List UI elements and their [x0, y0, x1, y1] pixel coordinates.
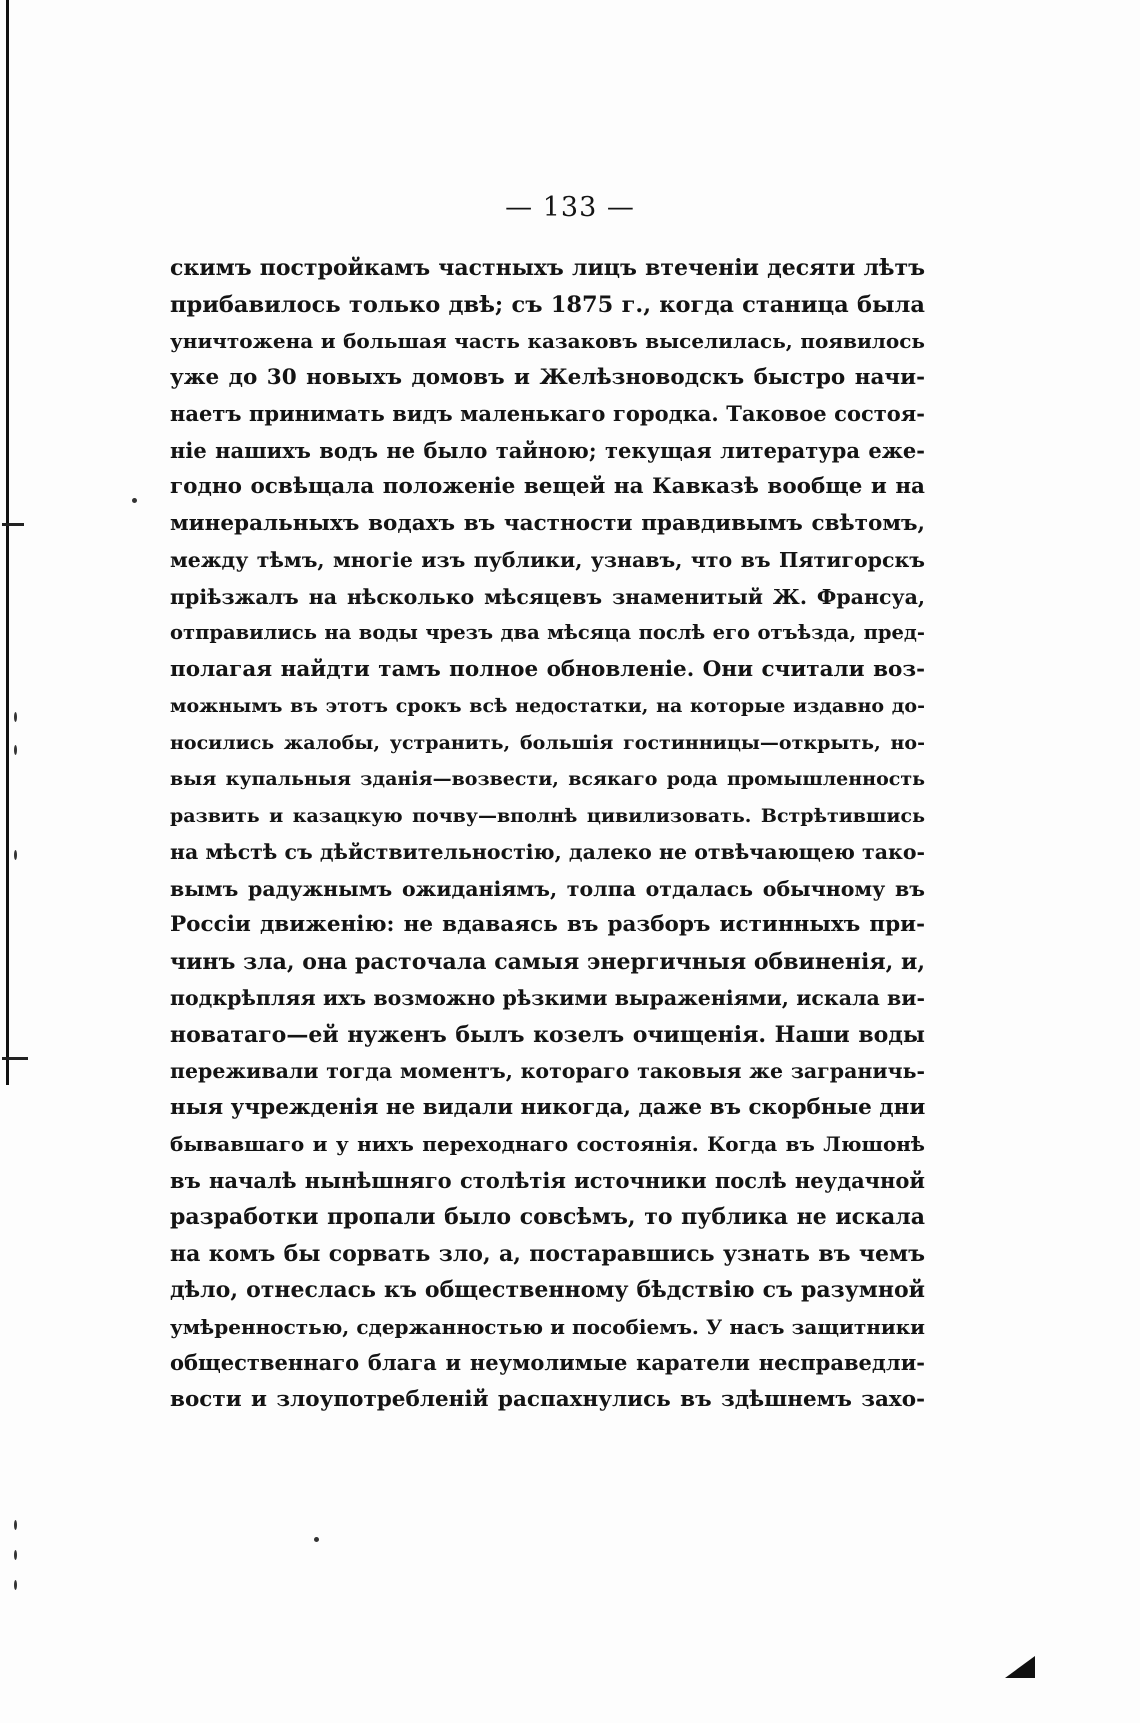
edge-speck [14, 712, 17, 722]
text-line: подкрѣпляя ихъ возможно рѣзкими выраженіями, искала ви- [170, 986, 925, 1010]
text-line: переживали тогда моментъ, котораго таковыя же заграничь- [170, 1059, 925, 1083]
text-line: уничтожена и большая часть казаковъ выселилась, появилось [170, 329, 925, 353]
text-line: полагая найдти тамъ полное обновленіе. Они считали воз- [170, 656, 925, 682]
text-line: носились жалобы, устранить, большія гостинницы—открыть, но- [170, 731, 925, 754]
text-line: годно освѣщала положеніе вещей на Кавказѣ вообще и на [170, 474, 925, 499]
text-line: на мѣстѣ съ дѣйствительностію, далеко не отвѣчающею тако- [170, 840, 925, 864]
page-number: — 133 — [505, 192, 635, 223]
text-line: ніе нашихъ водъ не было тайною; текущая литература еже- [170, 437, 925, 463]
text-line: разработки пропали было совсѣмъ, то публика не искала [170, 1204, 925, 1230]
text-line: бывавшаго и у нихъ переходнаго состоянія. Когда въ Люшонѣ [170, 1132, 925, 1156]
text-line: прибавилось только двѣ; съ 1875 г., когда станица была [170, 291, 925, 318]
edge-speck [14, 1520, 17, 1530]
text-line: новатаго—ей нуженъ былъ козелъ очищенія. Наши воды [170, 1021, 925, 1048]
text-line: уже до 30 новыхъ домовъ и Желѣзноводскъ быстро начи- [170, 364, 925, 390]
text-line: между тѣмъ, многіе изъ публики, узнавъ, что въ Пятигорскъ [170, 548, 925, 572]
text-line: въ началѣ нынѣшняго столѣтія источники послѣ неудачной [170, 1167, 925, 1193]
edge-speck [132, 498, 137, 503]
text-line: развить и казацкую почву—вполнѣ цивилизовать. Встрѣтившись [170, 804, 925, 827]
edge-speck [14, 1580, 17, 1590]
text-line: умѣренностью, сдержанностью и пособіемъ. У насъ защитники [170, 1314, 925, 1339]
text-line: минеральныхъ водахъ въ частности правдивымъ свѣтомъ, [170, 510, 925, 536]
edge-speck [14, 745, 17, 755]
edge-mark [2, 523, 24, 526]
text-line: вости и злоупотребленій распахнулись въ здѣшнемъ захо- [170, 1386, 925, 1412]
text-line: можнымъ въ этотъ срокъ всѣ недостатки, на которые издавно до- [170, 695, 925, 717]
edge-mark [2, 1057, 28, 1060]
text-line: чинъ зла, она расточала самыя энергичныя обвиненія, и, [170, 948, 925, 975]
text-line: пріѣзжалъ на нѣсколько мѣсяцевъ знаменитый Ж. Франсуа, [170, 584, 925, 609]
text-line: наетъ принимать видъ маленькаго городка. Таковое состоя- [170, 401, 925, 426]
text-line: дѣло, отнеслась къ общественному бѣдствію съ разумной [170, 1277, 925, 1303]
text-line: скимъ постройкамъ частныхъ лицъ втеченіи десяти лѣтъ [170, 255, 925, 281]
text-line: общественнаго блага и неумолимые каратели несправедли- [170, 1350, 925, 1375]
corner-mark [1005, 1656, 1035, 1678]
page-edge-line [6, 0, 9, 1085]
text-line: отправились на воды чрезъ два мѣсяца послѣ его отъѣзда, пред- [170, 621, 925, 644]
text-line: Россіи движенію: не вдаваясь въ разборъ истинныхъ при- [170, 912, 925, 937]
body-text [170, 250, 925, 1418]
edge-speck [14, 1550, 17, 1560]
text-line: вымъ радужнымъ ожиданіямъ, толпа отдалась обычному въ [170, 876, 925, 901]
edge-speck [314, 1537, 319, 1542]
edge-speck [14, 850, 17, 860]
text-line: на комъ бы сорвать зло, а, постаравшись узнать въ чемъ [170, 1240, 925, 1267]
text-line: ныя учрежденія не видали никогда, даже въ скорбные дни [170, 1094, 926, 1120]
text-line: выя купальныя зданія—возвести, всякаго рода промышленность [170, 768, 925, 790]
